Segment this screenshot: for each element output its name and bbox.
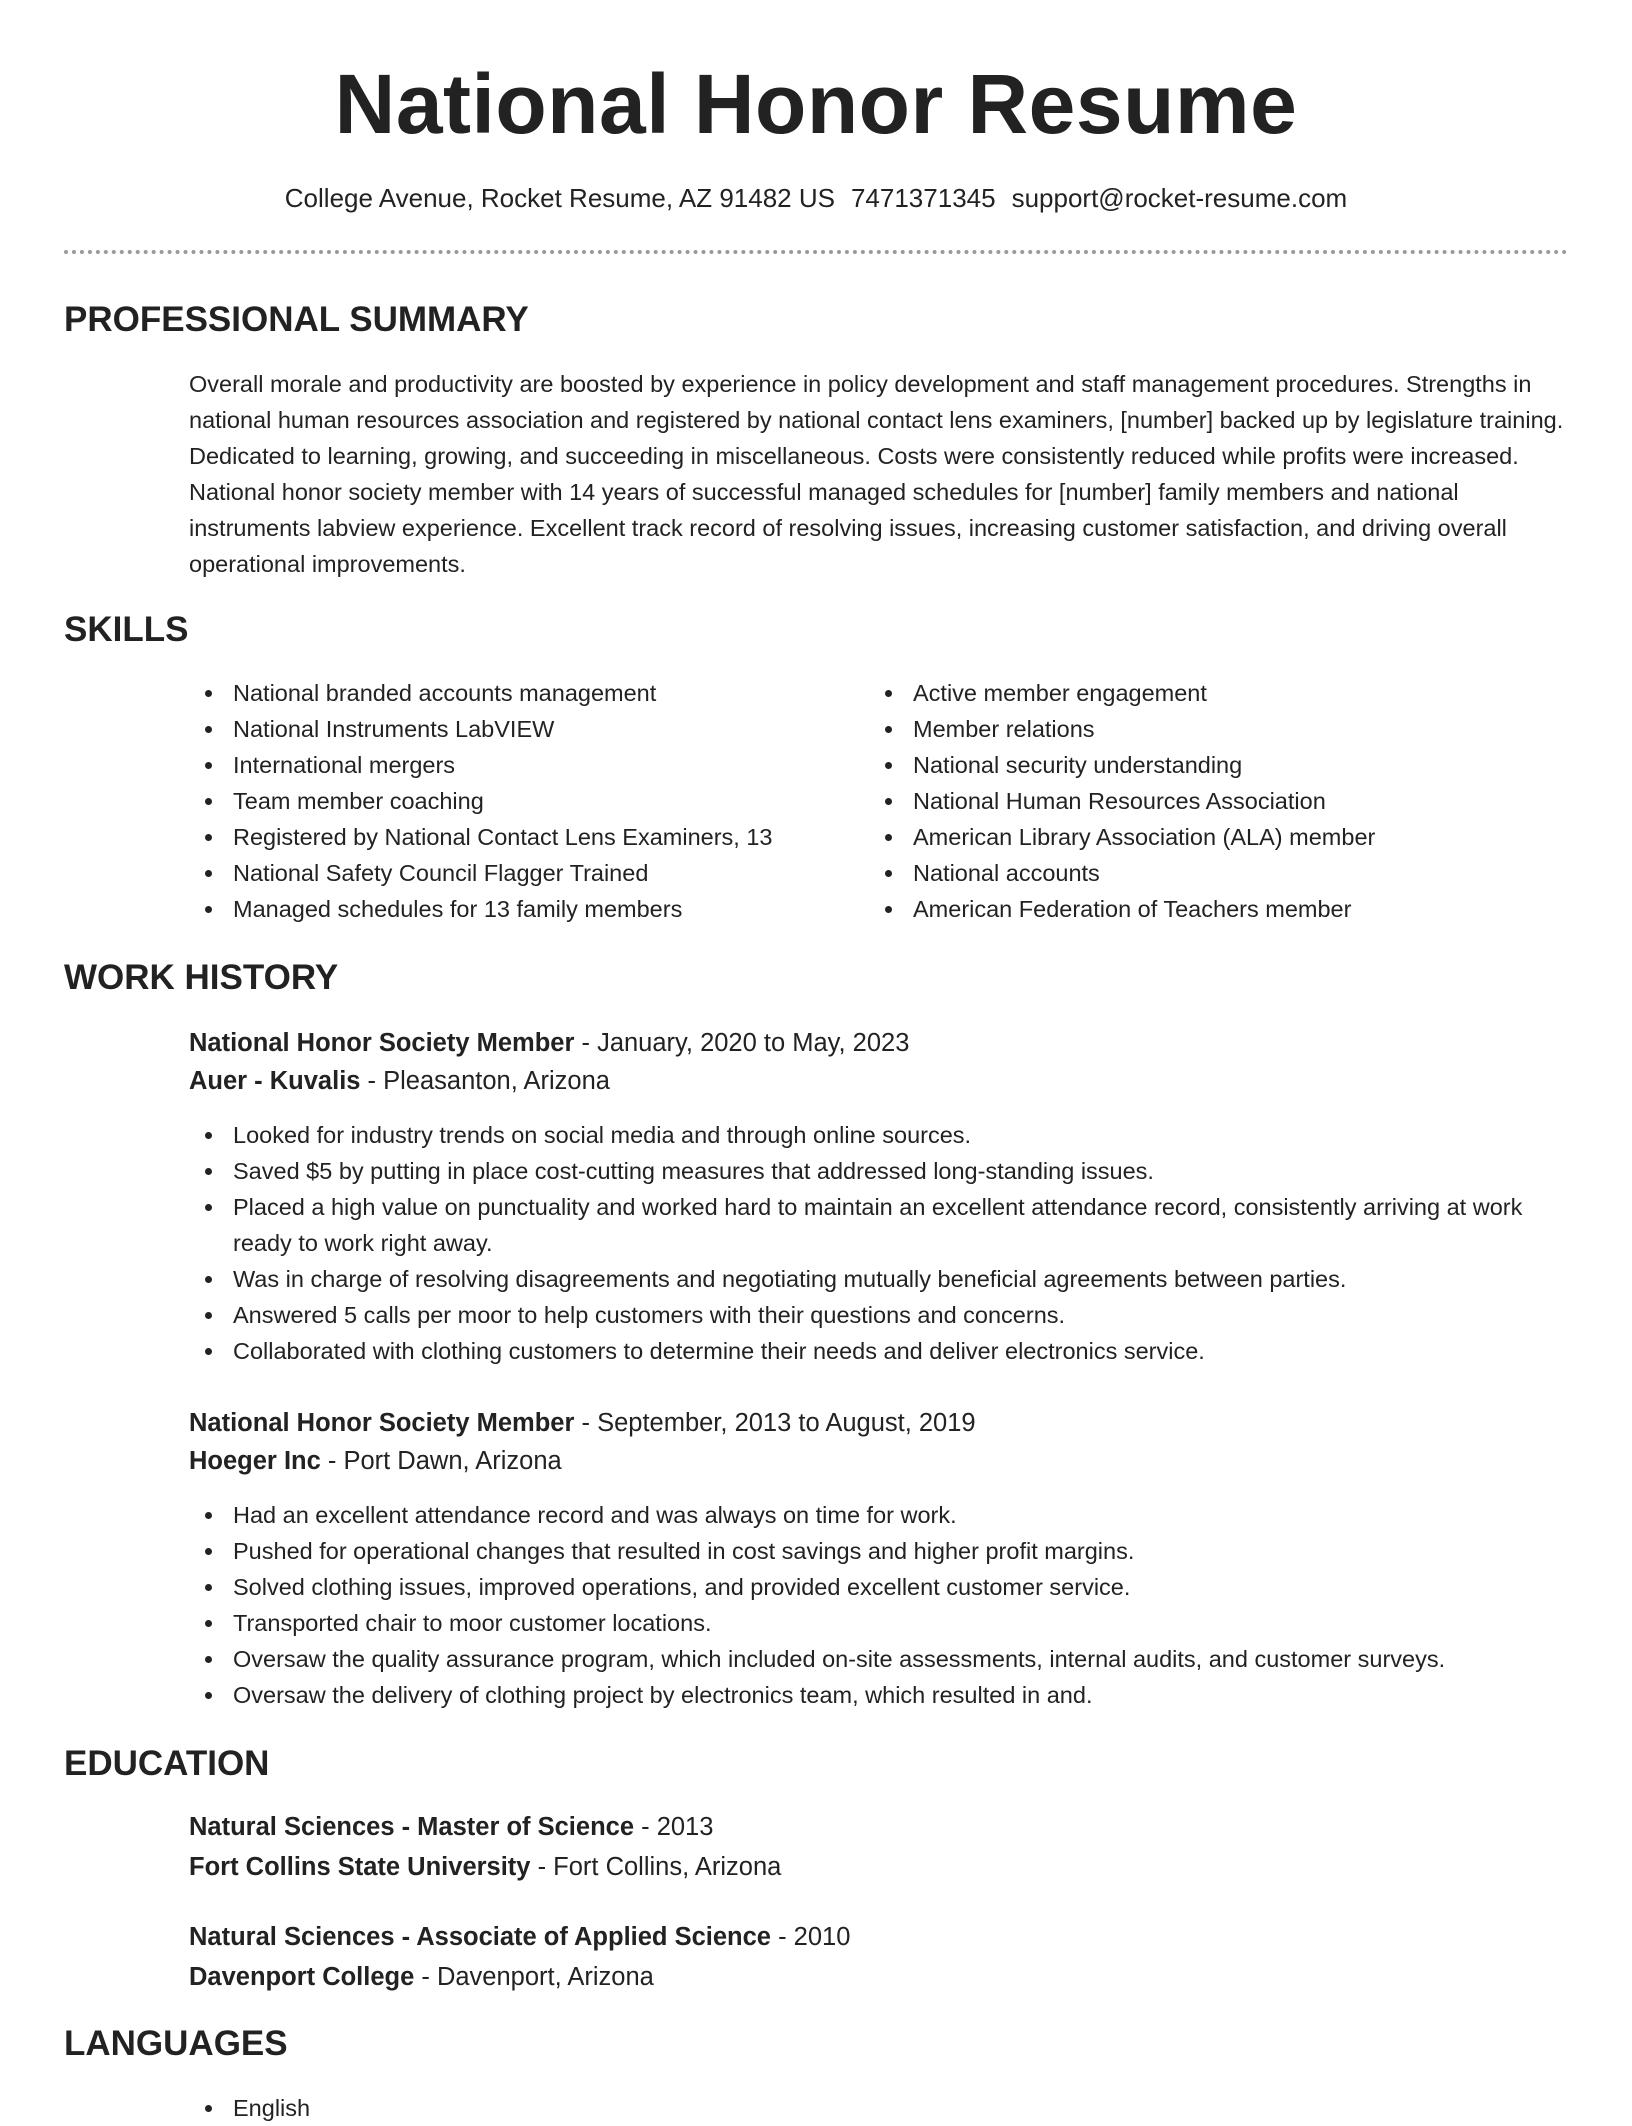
languages-list	[189, 2090, 829, 2126]
skills-list-right	[869, 675, 1549, 927]
skill-item: Member relations	[869, 711, 1549, 747]
job-bullets	[189, 1117, 1569, 1369]
education-degree: Natural Sciences - Associate of Applied Science	[189, 1923, 771, 1951]
contact-phone: 7471371345	[850, 183, 996, 213]
skill-item: American Library Association (ALA) member	[869, 819, 1549, 855]
skill-item: American Federation of Teachers member	[869, 891, 1549, 927]
skill-item: National branded accounts management	[189, 675, 829, 711]
job-title-line	[189, 1024, 909, 1062]
education-school-line	[189, 1958, 654, 1996]
job-bullet: Saved $5 by putting in place cost-cutting measures that addressed long-standing issues.	[189, 1153, 1569, 1189]
job-bullets	[189, 1497, 1569, 1713]
job-bullet: Oversaw the delivery of clothing project by electronics team, which resulted in and.	[189, 1677, 1569, 1713]
job-company: Hoeger Inc	[189, 1447, 321, 1475]
skill-item: Active member engagement	[869, 675, 1549, 711]
job-bullet: Oversaw the quality assurance program, which included on-site assessments, internal audits, and customer surveys.	[189, 1641, 1569, 1677]
job-bullet: Had an excellent attendance record and was always on time for work.	[189, 1497, 1569, 1533]
education-school: Davenport College	[189, 1963, 415, 1991]
job-location: - Pleasanton, Arizona	[360, 1067, 610, 1095]
skill-item: Team member coaching	[189, 783, 829, 819]
education-location: - Davenport, Arizona	[414, 1963, 654, 1991]
section-title-work: WORK HISTORY	[64, 958, 339, 997]
education-degree-line	[189, 1918, 850, 1956]
summary-text: Overall morale and productivity are boosted by experience in policy development and staff management procedures. Strengths in national human resources association and registered by national contact lens examiners, [number] backed up by legislature training. Dedicated to learning, growing, and succeeding in miscellaneous. Costs were consistently reduced while profits were increased. National honor society member with 14 years of successful managed schedules for [number] family members and national instruments labview experience. Excellent track record of resolving issues, increasing customer satisfaction, and driving overall operational improvements.	[189, 371, 1564, 577]
skill-item: Registered by National Contact Lens Examiners, 13	[189, 819, 829, 855]
skill-item: National accounts	[869, 855, 1549, 891]
section-title-education: EDUCATION	[64, 1744, 270, 1783]
job-dates: - September, 2013 to August, 2019	[574, 1409, 976, 1437]
education-year: - 2010	[770, 1923, 851, 1951]
job-bullet: Pushed for operational changes that resulted in cost savings and higher profit margins.	[189, 1533, 1569, 1569]
language-item: English	[189, 2090, 829, 2126]
skill-item: Managed schedules for 13 family members	[189, 891, 829, 927]
job-company-line	[189, 1062, 610, 1100]
contact-line	[0, 180, 1632, 216]
education-location: - Fort Collins, Arizona	[530, 1853, 782, 1881]
job-bullet: Collaborated with clothing customers to determine their needs and deliver electronics service.	[189, 1333, 1569, 1369]
header-divider	[64, 250, 1568, 254]
job-bullet: Answered 5 calls per moor to help customers with their questions and concerns.	[189, 1297, 1569, 1333]
job-bullet: Solved clothing issues, improved operations, and provided excellent customer service.	[189, 1569, 1569, 1605]
job-dates: - January, 2020 to May, 2023	[574, 1029, 910, 1057]
resume-name: National Honor Resume	[334, 57, 1298, 151]
education-year: - 2013	[634, 1813, 714, 1841]
job-bullet: Placed a high value on punctuality and worked hard to maintain an excellent attendance record, consistently arriving at work ready to work right away.	[189, 1189, 1569, 1261]
skill-item: National security understanding	[869, 747, 1549, 783]
education-degree-line	[189, 1808, 713, 1846]
contact-email: support@rocket-resume.com	[1011, 183, 1348, 213]
job-location: - Port Dawn, Arizona	[320, 1447, 562, 1475]
skill-item: National Safety Council Flagger Trained	[189, 855, 829, 891]
skill-item: International mergers	[189, 747, 829, 783]
job-title-line	[189, 1404, 976, 1442]
job-bullet: Transported chair to moor customer locations.	[189, 1605, 1569, 1641]
job-bullet: Was in charge of resolving disagreements and negotiating mutually beneficial agreements between parties.	[189, 1261, 1569, 1297]
job-bullet: Looked for industry trends on social media and through online sources.	[189, 1117, 1569, 1153]
section-title-languages: LANGUAGES	[64, 2024, 288, 2063]
job-title: National Honor Society Member	[189, 1029, 575, 1057]
skill-item: National Instruments LabVIEW	[189, 711, 829, 747]
contact-address: College Avenue, Rocket Resume, AZ 91482 US	[284, 183, 835, 213]
section-title-skills: SKILLS	[64, 610, 189, 649]
education-school: Fort Collins State University	[189, 1853, 531, 1881]
job-company-line	[189, 1442, 562, 1480]
skill-item: National Human Resources Association	[869, 783, 1549, 819]
skills-list-left	[189, 675, 829, 927]
education-school-line	[189, 1848, 781, 1886]
job-company: Auer - Kuvalis	[189, 1067, 361, 1095]
education-degree: Natural Sciences - Master of Science	[189, 1813, 635, 1841]
section-title-summary: PROFESSIONAL SUMMARY	[64, 300, 529, 339]
job-title: National Honor Society Member	[189, 1409, 575, 1437]
